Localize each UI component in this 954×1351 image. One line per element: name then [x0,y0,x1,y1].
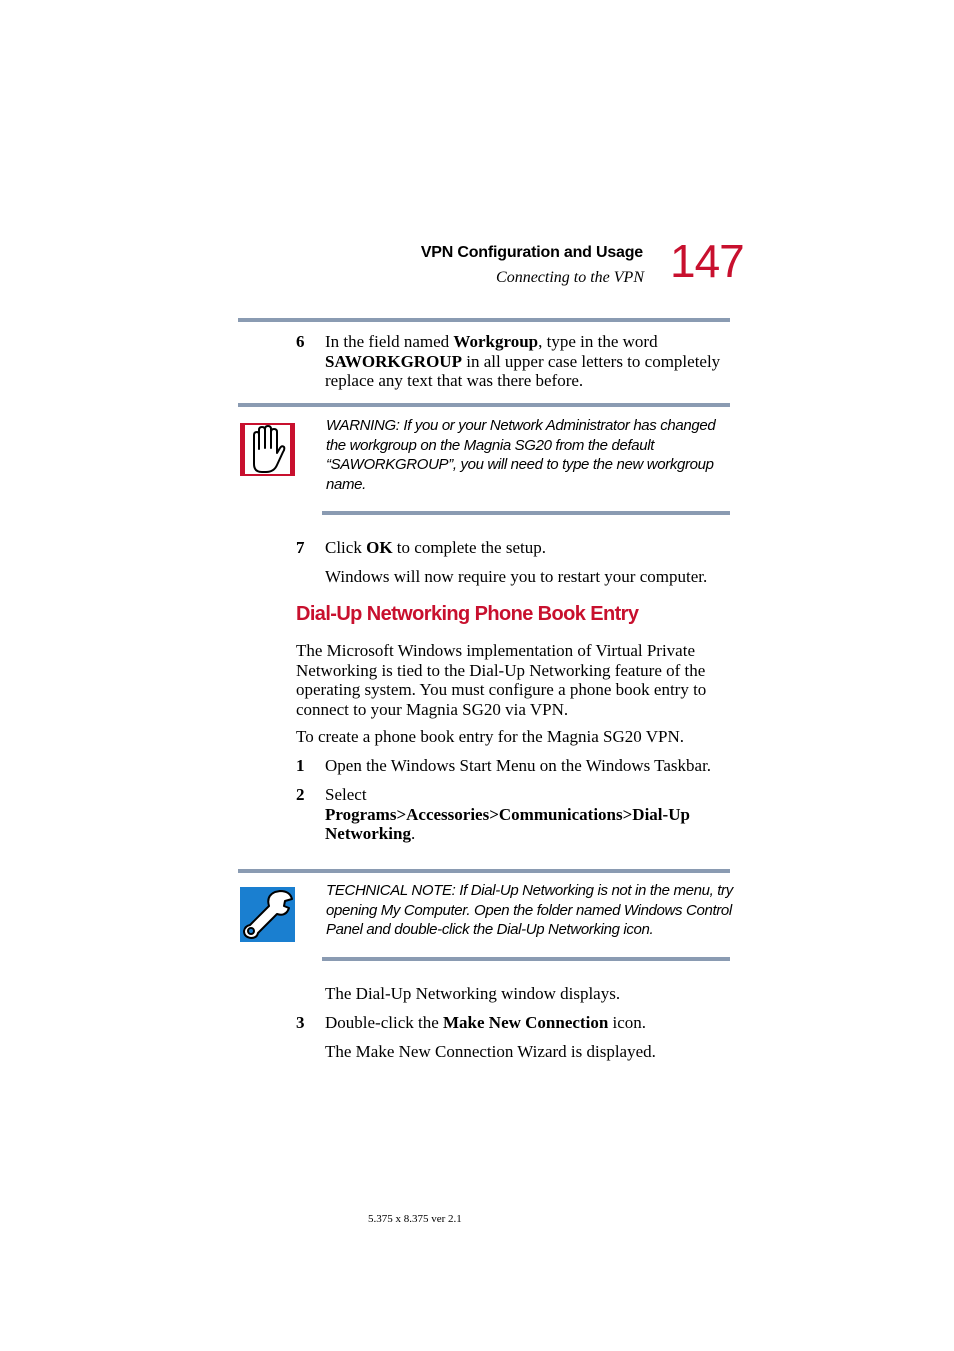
menu-path: Programs>Accessories>Communications>Dial-Up Networking [325,804,690,843]
step-number: 1 [296,756,305,775]
step-3 [296,1013,736,1033]
technote-text: TECHNICAL NOTE: If Dial-Up Networking is not in the menu, try opening My Computer. Open the folder named Windows Control Panel and double-click the Dial-Up Networking icon. [326,882,733,938]
step-text: Double-click the Make New Connection icon. [325,1013,647,1032]
step-number: 6 [296,332,305,351]
step-text: Click OK to complete the setup. [325,538,546,557]
step-text: Select Programs>Accessories>Communications>Dial-Up Networking. [325,785,690,843]
stop-hand-icon [240,423,295,476]
section-lead: To create a phone book entry for the Magnia SG20 VPN. [296,727,684,746]
technote-top-rule [238,869,730,873]
step-text: In the field named Workgroup, type in the word SAWORKGROUP in all upper case letters to completely replace any text that was there before. [325,332,721,390]
page-number: 147 [670,235,744,287]
warning-top-rule [238,403,730,407]
top-rule [238,318,730,322]
workgroup-term: Workgroup [453,332,539,351]
step-2 [296,785,736,844]
step-number: 3 [296,1013,305,1032]
warning-bottom-rule [322,511,730,515]
step-3-result: The Make New Connection Wizard is displayed. [325,1042,656,1061]
section-intro: The Microsoft Windows implementation of Virtual Private Networking is tied to the Dial-Up Networking feature of the operating system. You must configure a phone book entry to connect to your Magnia SG20 via VPN. [296,641,707,719]
step-1 [296,756,736,776]
step-7 [296,538,736,558]
section-running-title: Connecting to the VPN [496,269,644,286]
step-6 [296,332,736,391]
page-footer: 5.375 x 8.375 ver 2.1 [368,1213,462,1225]
saworkgroup-term: SAWORKGROUP [325,351,462,371]
chapter-title: VPN Configuration and Usage [420,244,643,261]
wrench-icon [240,887,295,942]
step-7-result: Windows will now require you to restart your computer. [325,567,708,586]
section-heading: Dial-Up Networking Phone Book Entry [296,603,639,625]
make-new-connection-term: Make New Connection [443,1013,609,1032]
step-text: Open the Windows Start Menu on the Windows Taskbar. [325,756,712,775]
warning-text: WARNING: If you or your Network Administrator has changed the workgroup on the Magnia SG20 from the default “SAWORKGROUP”, you will need to type the new workgroup name. [326,417,716,493]
step-number: 2 [296,785,305,804]
technote-bottom-rule [322,957,730,961]
ok-term: OK [366,538,393,557]
dialup-window-note: The Dial-Up Networking window displays. [325,984,621,1003]
step-number: 7 [296,538,305,557]
